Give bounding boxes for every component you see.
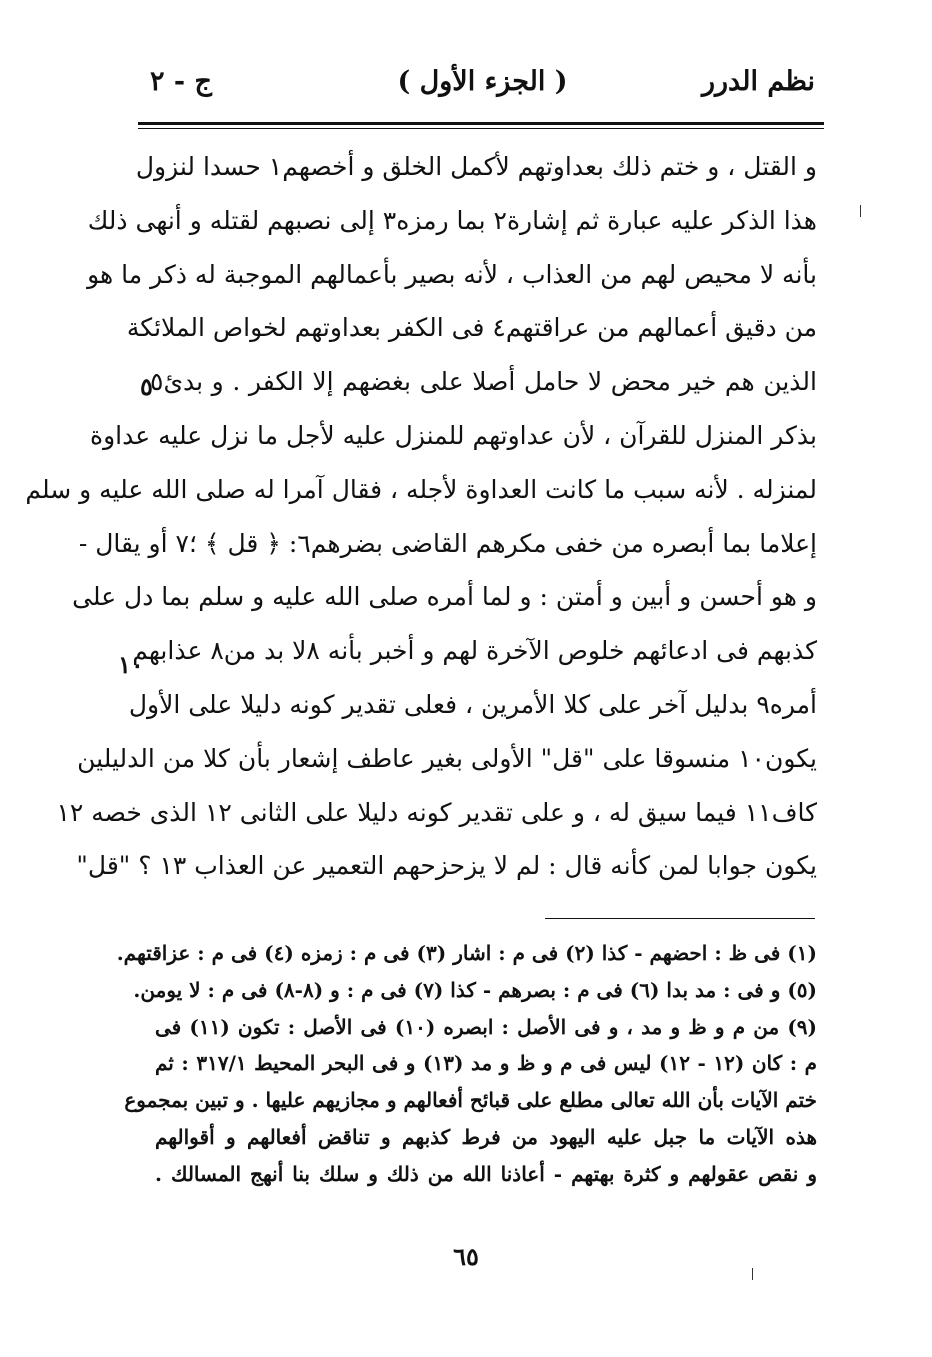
header-part-title: ( الجزء الأول ) — [397, 66, 568, 97]
text-line: يكون جوابا لمن كأنه قال : لم لا يزحزحهم التعمير عن العذاب ١٣ ؟ "قل" — [76, 851, 817, 881]
footnote-separator — [545, 918, 815, 919]
footnote-line: ختم الآيات بأن الله تعالى مطلع على قبائح أفعالهم و مجازيهم عليها . و تبين بمجموع — [124, 1088, 817, 1113]
text-line: يكون١٠ منسوقا على "قل" الأولى بغير عاطف إشعار بأن كلا من الدليلين — [77, 743, 817, 773]
text-line: من دقيق أعمالهم من عراقتهم٤ فى الكفر بعداوتهم لخواص الملائكة — [126, 313, 817, 343]
footnote-line: و نقص عقولهم و كثرة بهتهم - أعاذنا الله من ذلك و سلك بنا أنهج المسالك . — [155, 1161, 817, 1186]
footnote-line: (١) فى ظ : احضهم - كذا (٢) فى م : اشار (٣) فى م : زمزه (٤) فى م : عزاقتهم. — [116, 941, 817, 965]
text-line: بأنه لا محيص لهم من العذاب ، لأنه بصير بأعمالهم الموجبة له ذكر ما هو — [87, 259, 817, 289]
footnote-line: (٩) من م و ظ و مد ، و فى الأصل : ابصره (١٠) فى الأصل : تكون (١١) فى — [155, 1014, 818, 1039]
text-line: هذا الذكر عليه عبارة ثم إشارة٢ بما رمزه٣ إلى نصبهم لقتله و أنهى ذلك — [87, 205, 817, 235]
text-line: بذكر المنزل للقرآن ، لأن عداوتهم للمنزل عليه لأجل ما نزل عليه عداوة — [89, 420, 817, 450]
running-header — [150, 66, 815, 110]
text-line: و هو أحسن و أبين و أمتن : و لما أمره صلى الله عليه و سلم بما دل على — [72, 582, 817, 612]
footnote-line: (٥) و فى : مد بدا (٦) فى م : بصرهم - كذا (٧) فى م : و (٨-٨) فى م : لا يومن. — [133, 977, 817, 1002]
footnotes — [116, 935, 818, 1193]
text-line: و القتل ، و ختم ذلك بعداوتهم لأكمل الخلق و أخصهم١ حسدا لنزول — [135, 152, 817, 181]
footnote-line: م : كان (١٢ - ١٢) ليس فى م و ظ و مد (١٣) و فى البحر المحيط ٣١٧/١ : ثم — [155, 1051, 817, 1076]
header-rule-thick — [138, 122, 824, 125]
page-number: ٦٥ — [453, 1242, 479, 1271]
footnote-line: هذه الآيات ما جبل عليه اليهود من فرط كذبهم و تناقض أفعالهم و أقوالهم — [155, 1124, 817, 1149]
text-line: كذبهم فى ادعائهم خلوص الآخرة لهم و أخبر بأنه ٨لا بد من٨ عذابهم — [132, 636, 817, 666]
text-line: كاف١١ فيما سيق له ، و على تقدير كونه دليلا على الثانى ١٢ الذى خصه ١٢ — [56, 797, 817, 827]
header-volume: ج - ٢ — [150, 66, 212, 97]
text-line: لمنزله . لأنه سبب ما كانت العداوة لأجله ، فقال آمرا له صلى الله عليه و سلم — [25, 474, 817, 504]
main-text — [25, 140, 817, 893]
header-rule-thin — [138, 128, 824, 129]
text-line: أمره٩ بدليل آخر على كلا الأمرين ، فعلى تقدير كونه دليلا على الأول — [128, 689, 817, 719]
line-number-10: ١٠ — [118, 650, 144, 679]
header-book-title: نظم الدرر — [701, 66, 815, 97]
scan-mark — [752, 1268, 753, 1280]
line-number-5: ٥ — [140, 372, 153, 401]
margin-mark — [860, 205, 861, 217]
text-line: الذين هم خير محض لا حامل أصلا على بغضهم إلا الكفر . و بدئ٥ — [150, 367, 817, 397]
text-line: إعلاما بما أبصره من خفى مكرهم القاضى بضرهم٦: ﴿ قل ﴾ ؛٧ أو يقال - — [78, 528, 817, 558]
